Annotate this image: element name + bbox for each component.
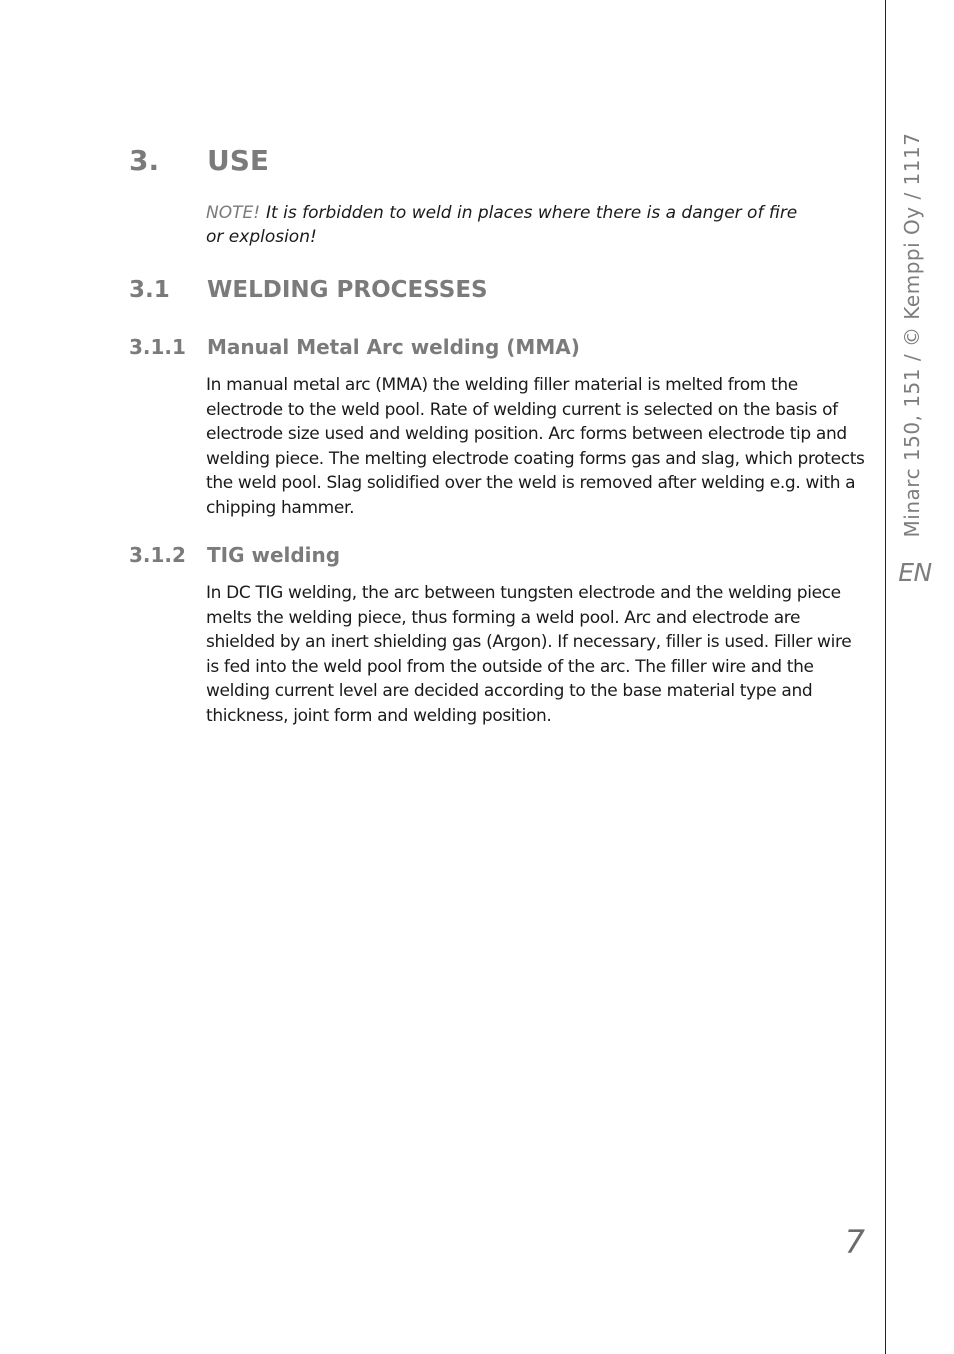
margin-divider — [885, 0, 886, 1354]
note-text: It is forbidden to weld in places where there is a danger of fire or explosion! — [206, 203, 798, 247]
item-title: TIG welding — [207, 543, 341, 567]
item-title: Manual Metal Arc welding (MMA) — [207, 335, 580, 359]
section-title: USE — [207, 144, 270, 177]
subsection-title: WELDING PROCESSES — [207, 277, 488, 303]
item-number: 3.1.2 — [129, 543, 186, 567]
sidebar-product-text: Minarc 150, 151 / © Kemppi Oy / 1117 — [900, 132, 924, 538]
paragraph-mma: In manual metal arc (MMA) the welding filler material is melted from the electrode to the weld pool. Rate of welding current is selected on the basis of electrode size used and welding position. Arc forms between electrode tip and welding piece. The melting electrode coating forms gas and slag, which protects the weld pool. Slag solidified over the weld is removed after welding e.g. with a chipping hammer. — [206, 375, 865, 518]
section-number: 3. — [129, 144, 160, 177]
subsection-number: 3.1 — [129, 277, 170, 303]
note-label: NOTE! — [206, 203, 261, 223]
safety-note — [206, 201, 806, 249]
language-tag: EN — [898, 558, 932, 587]
page-number: 7 — [844, 1223, 865, 1261]
paragraph-tig: In DC TIG welding, the arc between tungsten electrode and the welding piece melts the welding piece, thus forming a weld pool. Arc and electrode are shielded by an inert shielding gas (Argon). If necessary, filler is used. Filler wire is fed into the weld pool from the outside of the arc. The filler wire and the welding current level are decided according to the base material type and thickness, joint form and welding position. — [206, 583, 852, 726]
item-number: 3.1.1 — [129, 335, 186, 359]
